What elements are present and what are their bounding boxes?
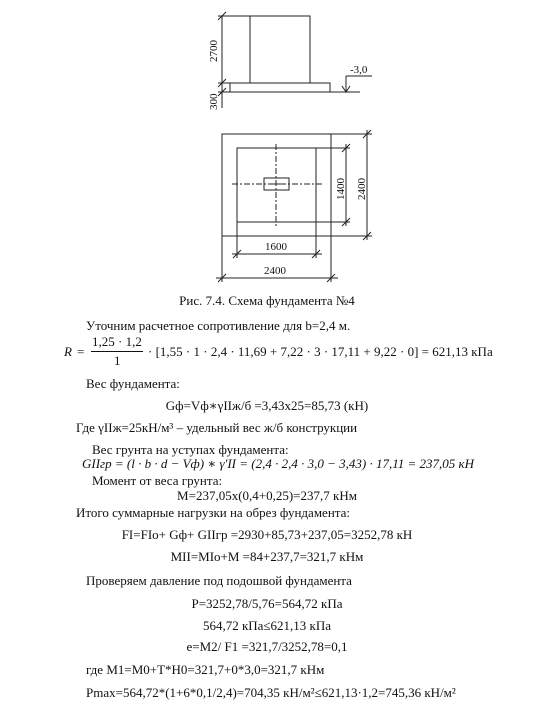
text-line-11: MII=MIо+M =84+237,7=321,7 кНм — [170, 549, 364, 564]
formula-r-equals: = — [77, 344, 85, 359]
formula-r-symbol: R — [64, 344, 72, 359]
figure-caption: Рис. 7.4. Схема фундамента №4 — [179, 293, 355, 308]
formula-r-numerator: 1,25 · 1,2 — [92, 334, 142, 349]
text-line-16: где M1=M0+T*H0=321,7+0*3,0=321,7 кНм — [86, 662, 325, 677]
text-line-12: Проверяем давление под подошвой фундамента — [86, 573, 352, 588]
text-line-14: 564,72 кПа≤621,13 кПа — [202, 618, 332, 633]
dim-300: 300 — [208, 93, 220, 110]
text-line-6: GIIгр = (l · b · d − Vф) ∗ γ'II = (2,4 · 2,4 · 3,0 − 3,43) · 17,11 = 237,05 кН — [82, 456, 474, 471]
text-line-9: Итого суммарные нагрузки на обрез фундамента: — [76, 505, 350, 520]
foundation-drawing — [0, 0, 534, 290]
text-line-17: Pmax=564,72*(1+6*0,1/2,4)=704,35 кН/м²≤621,13·1,2=745,36 кН/м² — [86, 685, 456, 700]
plate-elevation — [230, 83, 330, 92]
text-line-4: Где γIIж=25кН/м³ – удельный вес ж/б конструкции — [76, 420, 358, 435]
text-line-5: Вес грунта на уступах фундамента: — [92, 442, 289, 457]
formula-r-fraction-bar — [91, 351, 143, 352]
text-line-15: e=M2/ F1 =321,7/3252,78=0,1 — [186, 639, 348, 654]
text-line-13: P=3252,78/5,76=564,72 кПа — [191, 596, 343, 611]
dim-2400-horizontal: 2400 — [264, 265, 286, 277]
text-line-10: FI=FIо+ Gф+ GIIгр =2930+85,73+237,05=3252,78 кН — [121, 527, 413, 542]
dim-2400-vertical: 2400 — [356, 178, 368, 200]
text-line-2: Вес фундамента: — [86, 376, 180, 391]
level-mark-label: -3,0 — [350, 64, 368, 76]
column-elevation — [250, 16, 310, 83]
dim-2700: 2700 — [208, 40, 220, 62]
dim-1600: 1600 — [265, 241, 287, 253]
formula-r — [64, 333, 504, 369]
formula-r-denominator: 1 — [114, 353, 121, 368]
text-line-8: M=237,05x(0,4+0,25)=237,7 кНм — [177, 488, 357, 503]
text-line-3: Gф=Vф∗γIIж/б =3,43x25=85,73 (кН) — [165, 398, 369, 413]
text-line-7: Момент от веса грунта: — [92, 473, 223, 488]
formula-r-rest: · [1,55 · 1 · 2,4 · 11,69 + 7,22 · 3 · 17,11 + 9,22 · 0] = 621,13 кПа — [148, 344, 493, 359]
dim-1400: 1400 — [335, 178, 347, 200]
text-line-1: Уточним расчетное сопротивление для b=2,4 м. — [86, 318, 351, 333]
